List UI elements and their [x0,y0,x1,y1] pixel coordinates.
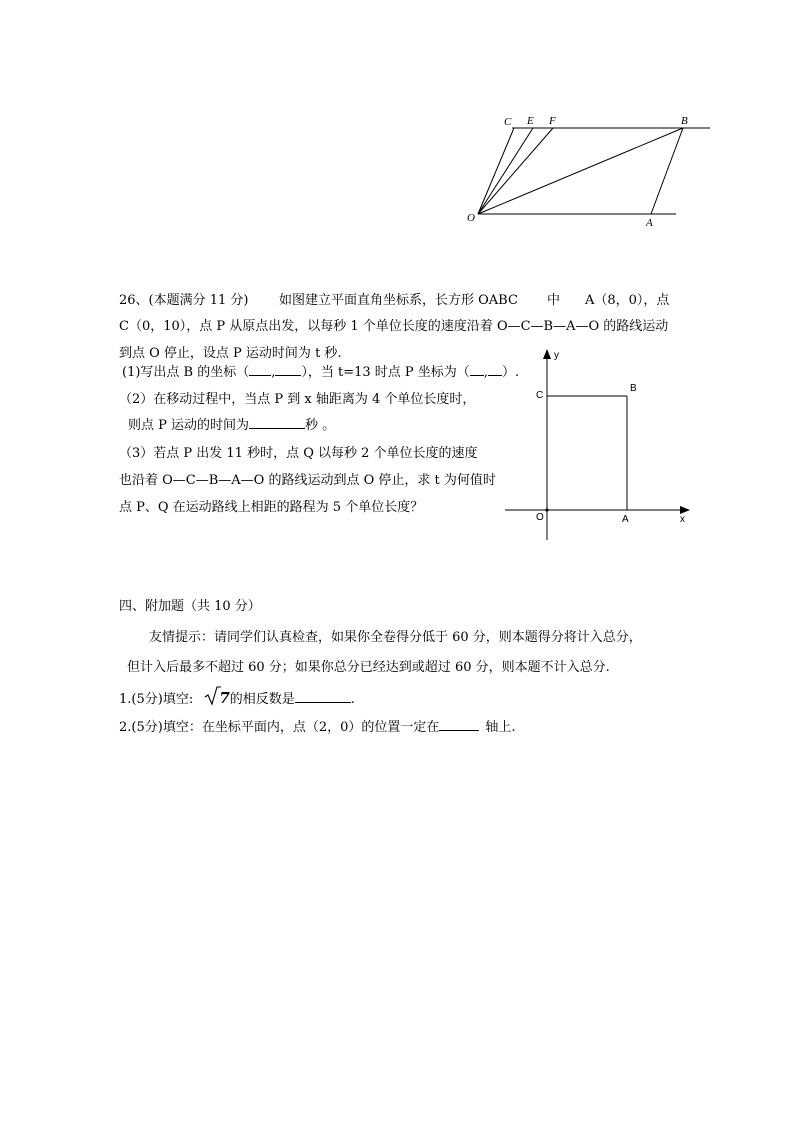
bonus-q1-suffix: 的相反数是 [229,692,295,707]
q26-part3-b: 也沿着 O—C—B—A—O 的路线运动到点 O 停止，求 t 为何值时 [119,473,496,488]
y-axis-arrow [543,349,551,359]
label-e: E [527,115,534,127]
q26-intro-zhong: 中 [547,293,561,308]
q26-part1-a: (1)写出点 B 的坐标（ [122,365,250,380]
label-b: B [681,115,688,127]
label-f: F [549,115,556,127]
q26-number: 26、 [119,293,149,308]
q26-part2-c: 秒 。 [305,418,336,433]
section4-title: 四、附加题（共 10 分） [119,599,261,614]
q26-part1-sep2: , [483,365,488,380]
q26-intro-a: 如图建立平面直角坐标系，长方形 OABC [279,293,518,308]
q26-intro-b: A（8，0），点 [585,293,670,308]
bonus-q1-end: . [350,692,355,707]
q26-part3-c: 点 P、Q 在运动路线上相距的路程为 5 个单位长度？ [119,500,424,515]
q26-part3-a: （3）若点 P 出发 11 秒时，点 Q 以每秒 2 个单位长度的速度 [119,446,478,461]
origin-dot [545,508,548,511]
point-label-c: C [536,390,544,401]
q26-part1-c: ）. [501,365,520,380]
answer-blank-axis[interactable] [439,730,479,731]
q26-score: (本题满分 11 分) [148,293,249,308]
q26-part2-b: 则点 P 运动的时间为 [128,418,250,433]
radical-sign-icon [205,686,221,706]
point-label-b: B [630,383,637,394]
section4-tip-b: 但计入后最多不超过 60 分；如果你总分已经达到或超过 60 分，则本题不计入总分. [127,660,610,675]
label-o: O [467,212,475,224]
q26-line2: C（0，10），点 P 从原点出发，以每秒 1 个单位长度的速度沿着 O—C—B—A—O 的路线运动 [119,319,669,334]
q26-part2-a: （2）在移动过程中，当点 P 到 x 轴距离为 4 个单位长度时， [119,392,476,407]
label-a: A [646,217,653,229]
point-label-a: A [622,514,629,525]
axis-label-x: x [680,514,685,525]
x-axis-arrow [680,506,690,514]
label-c: C [504,116,512,128]
radicand: 7 [219,689,230,707]
q26-line3: 到点 O 停止，设点 P 运动时间为 t 秒. [119,346,342,361]
bonus-q2 [119,719,516,737]
sqrt-expression [207,689,229,709]
axis-label-y: y [554,350,559,361]
bonus-q2-prefix: 2.(5分)填空：在坐标平面内，点（2，0）的位置一定在 [119,720,440,735]
q26-part1-sep1: , [271,365,276,380]
bonus-q2-suffix: 轴上. [485,720,516,735]
section4-tip-a: 友情提示：请同学们认真检查，如果你全卷得分低于 60 分，则本题得分将计入总分， [149,630,642,645]
q26-part1-b: ），当 t=13 时点 P 坐标为（ [301,365,470,380]
point-label-o: O [536,512,544,523]
bonus-q1-prefix: 1.(5分)填空: [119,692,194,707]
bonus-q1 [119,689,355,709]
answer-blank-opposite[interactable] [295,702,351,703]
